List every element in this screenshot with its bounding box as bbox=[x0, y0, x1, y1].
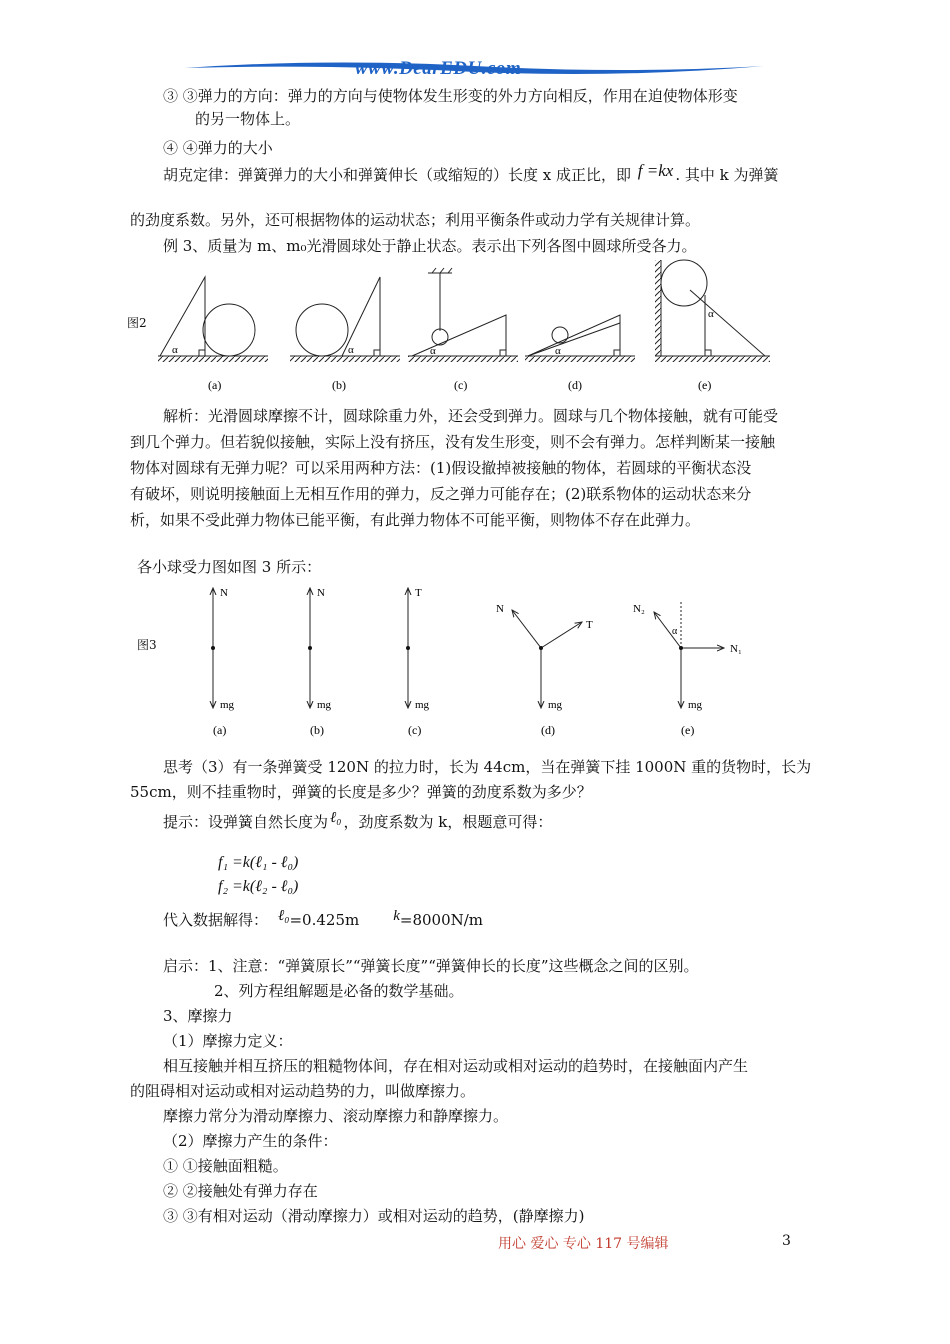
fig2-c bbox=[408, 268, 518, 362]
analysis-line-3: 物体对圆球有无弹力呢？可以采用两种方法：(1)假设撤掉被接触的物体，若圆球的平衡状态没 bbox=[130, 459, 752, 477]
logo-text: www.DearEDU.com bbox=[355, 58, 522, 79]
friction-def-2: 的阻碍相对运动或相对运动趋势的力，叫做摩擦力。 bbox=[130, 1082, 476, 1100]
hint-text-post: ，劲度系数为 k，根题意可得： bbox=[343, 813, 553, 831]
condition-1: ① ①接触面粗糙。 bbox=[163, 1157, 288, 1175]
svg-text:α: α bbox=[430, 345, 436, 357]
result-l0-val: =0.425m bbox=[289, 911, 360, 929]
svg-text:α: α bbox=[672, 626, 678, 637]
hint-text: 提示：设弹簧自然长度为 bbox=[163, 813, 329, 831]
hint-line bbox=[163, 812, 552, 833]
svg-text:(c): (c) bbox=[408, 723, 422, 737]
result-line bbox=[163, 910, 483, 931]
condition-3: ③ ③有相对运动（滑动摩擦力）或相对运动的趋势，(静摩擦力) bbox=[163, 1207, 585, 1225]
fig3-e bbox=[633, 602, 742, 711]
think-line-1: 思考（3）有一条弹簧受 120N 的拉力时，长为 44cm，当在弹簧下挂 1000N 重的货物时，长为 bbox=[163, 758, 812, 776]
friction-def-heading: （1）摩擦力定义： bbox=[163, 1032, 293, 1050]
svg-text:α: α bbox=[172, 344, 178, 356]
result-k-val: =8000N/m bbox=[399, 911, 484, 929]
fig2-caption-b: (b) bbox=[332, 378, 346, 392]
result-text: 代入数据解得： bbox=[163, 911, 269, 929]
svg-text:mg: mg bbox=[415, 699, 430, 711]
think-line-2: 55cm，则不挂重物时，弹簧的长度是多少？弹簧的劲度系数为多少？ bbox=[130, 783, 592, 801]
note-2: 2、列方程组解题是必备的数学基础。 bbox=[214, 982, 464, 1000]
note-1: 启示：1、注意：“弹簧原长”“弹簧长度”“弹簧伸长的长度”这些概念之间的区别。 bbox=[163, 957, 699, 975]
figure2-label: 图2 bbox=[127, 316, 147, 330]
equation-2: f₂ =k(ℓ₂ - ℓ₀) bbox=[218, 878, 299, 895]
svg-text:α: α bbox=[708, 308, 714, 320]
para-elastic-direction-cont: 的另一物体上。 bbox=[195, 110, 301, 128]
para-elastic-magnitude: ④ ④弹力的大小 bbox=[163, 139, 273, 157]
svg-text:mg: mg bbox=[688, 699, 703, 711]
fig2-caption-e: (e) bbox=[698, 378, 712, 392]
analysis-line-4: 有破坏，则说明接触面上无相互作用的弹力，反之弹力可能存在；(2)联系物体的运动状态来分 bbox=[130, 485, 752, 503]
svg-text:α: α bbox=[555, 345, 561, 357]
fig3-intro: 各小球受力图如图 3 所示： bbox=[137, 558, 322, 576]
hooke-text-post: . 其中 k 为弹簧 bbox=[675, 166, 779, 184]
fig3-d bbox=[496, 603, 593, 711]
svg-text:mg: mg bbox=[548, 699, 563, 711]
para-stiffness: 的劲度系数。另外，还可根据物体的运动状态；利用平衡条件或动力学有关规律计算。 bbox=[130, 211, 701, 229]
section-friction: 3、摩擦力 bbox=[163, 1007, 233, 1025]
fig2-caption-a: (a) bbox=[208, 378, 222, 392]
svg-text:T: T bbox=[586, 619, 593, 631]
friction-def-1: 相互接触并相互挤压的粗糙物体间，存在相对运动或相对运动的趋势时，在接触面内产生 bbox=[163, 1057, 749, 1075]
footer-text: 用心 爱心 专心 117 号编辑 bbox=[498, 1236, 669, 1252]
svg-text:α: α bbox=[348, 344, 354, 356]
friction-conditions-heading: （2）摩擦力产生的条件： bbox=[163, 1132, 338, 1150]
fig3-c bbox=[406, 587, 430, 711]
svg-text:N: N bbox=[317, 587, 325, 599]
svg-text:N: N bbox=[496, 603, 504, 615]
fig2-a bbox=[158, 277, 268, 362]
svg-text:N: N bbox=[220, 587, 228, 599]
analysis-line-2: 到几个弹力。但若貌似接触，实际上没有挤压，没有发生形变，则不会有弹力。怎样判断某一接触 bbox=[130, 433, 776, 451]
fig2-d bbox=[525, 315, 635, 362]
svg-text:(d): (d) bbox=[541, 723, 555, 737]
figure3-label: 图3 bbox=[137, 638, 157, 652]
hint-var: ℓ₀ bbox=[330, 810, 342, 826]
header-logo bbox=[175, 56, 775, 86]
para-example3: 例 3、质量为 m、m₀光滑圆球处于静止状态。表示出下列各图中圆球所受各力。 bbox=[163, 237, 697, 255]
hooke-formula: f =kx bbox=[637, 161, 674, 180]
svg-text:T: T bbox=[415, 587, 422, 599]
friction-types: 摩擦力常分为滑动摩擦力、滚动摩擦力和静摩擦力。 bbox=[163, 1107, 509, 1125]
result-k-var: k bbox=[393, 908, 400, 924]
svg-text:(a): (a) bbox=[213, 723, 227, 737]
fig2-e bbox=[655, 260, 770, 362]
svg-text:N₁: N₁ bbox=[730, 643, 742, 655]
fig3-a bbox=[211, 587, 235, 711]
fig2-caption-d: (d) bbox=[568, 378, 582, 392]
equation-1: f₁ =k(ℓ₁ - ℓ₀) bbox=[218, 854, 299, 871]
svg-text:(b): (b) bbox=[310, 723, 324, 737]
figure3 bbox=[150, 580, 790, 745]
para-elastic-direction: ③ ③弹力的方向：弹力的方向与使物体发生形变的外力方向相反，作用在迫使物体形变 bbox=[163, 87, 738, 105]
figure2 bbox=[150, 255, 780, 395]
page-number: 3 bbox=[782, 1233, 791, 1249]
svg-text:N₂: N₂ bbox=[633, 603, 645, 615]
result-l0-var: ℓ₀ bbox=[278, 908, 290, 924]
fig2-b bbox=[290, 277, 400, 362]
analysis-line-1: 解析：光滑圆球摩擦不计，圆球除重力外，还会受到弹力。圆球与几个物体接触，就有可能受 bbox=[163, 407, 779, 425]
hooke-text: 胡克定律：弹簧弹力的大小和弹簧伸长（或缩短的）长度 x 成正比，即 bbox=[163, 166, 631, 184]
svg-text:(e): (e) bbox=[681, 723, 695, 737]
fig2-caption-c: (c) bbox=[454, 378, 468, 392]
svg-text:mg: mg bbox=[317, 699, 332, 711]
svg-text:mg: mg bbox=[220, 699, 235, 711]
fig3-b bbox=[308, 587, 332, 711]
para-hooke bbox=[163, 161, 779, 185]
analysis-line-5: 析，如果不受此弹力物体已能平衡，有此弹力物体不可能平衡，则物体不存在此弹力。 bbox=[130, 511, 701, 529]
condition-2: ② ②接触处有弹力存在 bbox=[163, 1182, 318, 1200]
